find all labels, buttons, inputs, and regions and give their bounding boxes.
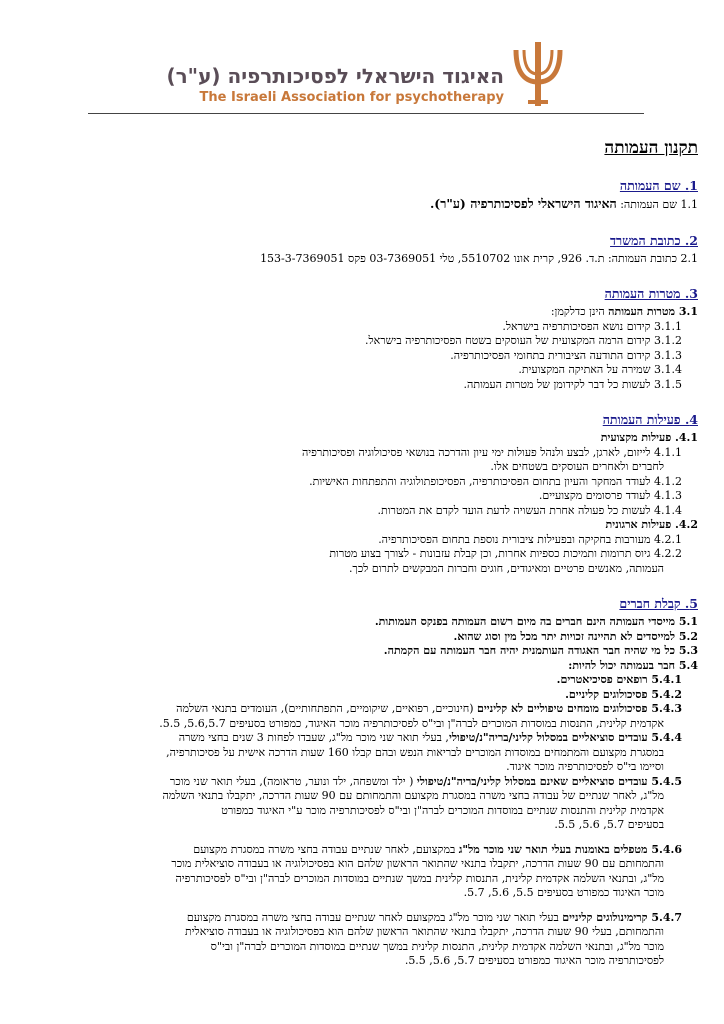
clause-4-1: 4.1. פעילות מקצועית — [600, 431, 698, 444]
clause-5-4-7-cont3: לפסיכותרפיה מוכר האיגוד כמפורט בסעיפים 5.7, 5.6, 5.5. — [404, 954, 664, 967]
section-heading-activity: 4. פעילות העמותה — [602, 412, 698, 427]
clause-5-4-2: 5.4.2 פסיכולוגים קליניים. — [565, 687, 682, 701]
clause-5-4-6-cont2: מל"ג, ובתנאי השלמה אקדמית קלינית, התנסות קלינית במשך שנתיים במוסדות המוכרים לברה"ן ובי"ס לפסיכותרפיה — [175, 871, 664, 885]
clause-5-4-5-cont3: בסעיפים 5.7, 5.6, 5.5. — [554, 818, 664, 831]
clause-4-2-2-cont: העמותה, מאנשים פרטיים ומאיגודים, חוגים וחברות המבקשים לתרום לכך. — [348, 561, 664, 575]
psi-logo-icon — [508, 40, 568, 108]
clause-1-1: 1.1 שם העמותה: האיגוד הישראלי לפסיכותרפיה (ע"ר). — [429, 196, 698, 211]
clause-4-1-1-cont: לחברים ולאחרים העוסקים בשטחים אלו. — [490, 460, 664, 473]
org-name-english: The Israeli Association for psychotherapy — [199, 90, 504, 105]
clause-5-1: 5.1 מייסדי העמותה הינם חברים בה מיום רשום העמותה בפנקס העמותות. — [374, 615, 698, 628]
clause-5-4-4-cont2: וסיימו בי"ס לפסיכותרפיה מוכר איגוד. — [506, 760, 664, 773]
clause-5-3: 5.3 כל מי שהיה חבר האגודה העותמנית יהיה חבר העמותה עם הקמתה. — [383, 644, 698, 657]
clause-4-2-2: 4.2.2 גיוס תרומות ותמיכות כספיות אחרות, וכן קבלת עזבונות - לצורך בצוע מטרות — [329, 547, 682, 560]
clause-5-4-4: 5.4.4 עובדים סוציאליים במסלול קליני/בריה"נ/טיפולי, בעלי תואר שני מוכר מל"ג, שעבדו לפחות 3 שנים בחצי משרה — [178, 731, 682, 744]
header-divider — [88, 113, 644, 114]
clause-4-1-2: 4.1.2 לעודד המחקר והעיון בתחום הפסיכותרפיה, הפסיכופתולוגיה והתפתחות האישיות. — [309, 474, 682, 488]
document-title: תקנון העמותה — [604, 138, 698, 158]
clause-4-1-4: 4.1.4 לעשות כל פעולה אחרת העשויה לדעת הועד לקדם את המטרות. — [377, 503, 682, 517]
clause-4-1-1: 4.1.1 לייזום, לארגן, לבצע ולנהל פעולות ימי עיון והדרכה בנושאי פסיכולוגיה ופסיכותרפיה — [301, 445, 682, 459]
clause-5-4-6: 5.4.6 מטפלים באומנות בעלי תואר שני מוכר מל"ג במקצועם, לאחר שנתיים עבודה בחצי משרה במסגרת מקצועם — [193, 842, 682, 856]
bylaws-document — [26, 128, 698, 969]
clause-5-4-7: 5.4.7 קרימינולוגים קליניים בעלי תואר שני מוכר מל"ג במקצועם לאחר שנתיים עבודה בחצי משרה במסגרת מקצועם — [186, 910, 682, 924]
clause-3-1-1: 3.1.1 קידום נושא הפסיכותרפיה בישראל. — [502, 319, 682, 333]
clause-5-4-6-cont3: מוכר האיגוד כמפורט בסעיפים 5.5, 5.6, 5.7. — [463, 886, 664, 899]
clause-3-1-3: 3.1.3 קידום התודעה הציבורית בתחומי הפסיכותרפיה. — [450, 348, 682, 362]
clause-3-1-4: 3.1.4 שמירה על האתיקה המקצועית. — [518, 363, 682, 376]
section-heading-name: 1. שם העמותה — [619, 178, 698, 193]
clause-5-4: 5.4 חבר בעמותה יכול להיות: — [568, 658, 698, 672]
clause-5-4-4-cont: במסגרת מקצועם והמתמחים במוסדות המוכרים לבריאות הנפש ובהם קבלו 160 שעות הדרכה אישית על פסיכותרפיה, — [166, 745, 664, 759]
clause-4-1-3: 4.1.3 לעודד פרסומים מקצועיים. — [538, 489, 682, 502]
clause-4-2: 4.2. פעילות ארגונית — [605, 518, 698, 531]
section-heading-membership: 5. קבלת חברים — [619, 596, 698, 611]
clause-2-1: 2.1 כתובת העמותה: ת.ד. 926, קרית אונו 5510702, טלי 03-7369051 פקס 153-3-7369051 — [260, 251, 698, 265]
clause-5-4-6-cont: והתמחותם עם 90 שעות הדרכה, יתקבלו בתנאי שהתואר הראשון שלהם הוא בפסיכולוגיה או בעבודה סוציאלית מוכר — [171, 857, 664, 870]
clause-5-4-7-cont: והתמחותם, בעלי 90 שעות הדרכה, יתקבלו בתנאי שהתואר הראשון שלהם הוא בפסיכולוגיה או בעבודה סוציאלית — [184, 925, 664, 938]
section-heading-address: 2. כתובת המשרד — [610, 232, 698, 248]
clause-5-4-3: 5.4.3 פסיכולוגים מומחים טיפוליים לא קליניים (חינוכיים, רפואיים, שיקומיים, התפתחותיים), העומדים בתנאי השלמה — [176, 702, 682, 715]
letterhead — [0, 0, 724, 118]
clause-5-4-5-cont: מל"ג, לאחר שנתיים של עבודה בחצי משרה במסגרת מקצועם והתמחותם עם 90 שעות הדרכה, יתקבלו בתנאי השלמה — [162, 789, 664, 802]
clause-5-4-7-cont2: מוכר מל"ג, ובתנאי השלמה אקדמית קלינית, התנסות קלינית במשך שנתיים במוסדות המוכרים לברה"ן ובי"ס — [210, 939, 664, 953]
section-heading-goals: 3. מטרות העמותה — [604, 286, 698, 301]
clause-5-4-5-cont2: אקדמית קלינית והתנסות שנתיים במוסדות המוכרים לברה"ן ובי"ס לפסיכותרפיה מוכר ע"י האיגוד כמפורט — [221, 803, 664, 817]
clause-5-4-3-cont: אקדמית קלינית, התנסות במוסדות המוכרים לברה"ן ובי"ס לפסיכותרפיה מוכר האיגוד, כמפורט בסעיפים 5.6,5.7, 5.5. — [159, 716, 664, 730]
clause-3-1-2: 3.1.2 קידום הרמה המקצועית של העוסקים בשטח הפסיכותרפיה בישראל. — [365, 334, 682, 347]
clause-3-1: 3.1 מטרות העמותה הינן כדלקמן: — [550, 305, 698, 318]
clause-3-1-5: 3.1.5 לעשות כל דבר לקידומן של מטרות העמותה. — [463, 377, 682, 391]
clause-5-2: 5.2 למייסדים לא תהיינה זכויות יתר מכל מין וסוג שהוא. — [453, 629, 698, 643]
clause-5-4-1: 5.4.1 רופאים פסיכיאטרים. — [556, 673, 682, 686]
clause-5-4-5: 5.4.5 עובדים סוציאליים שאינם במסלול קליני/בריה"נ/טיפולי ( ילד ומשפחה, ילד ונוער, טראומה), בעלי תואר שני מוכר — [169, 774, 682, 788]
clause-4-2-1: 4.2.1 מעורבות בחקיקה ובפעילות ציבורית נוספת בתחום הפסיכותרפיה. — [378, 532, 682, 546]
org-name-hebrew: האיגוד הישראלי לפסיכותרפיה (ע"ר) — [166, 64, 504, 88]
